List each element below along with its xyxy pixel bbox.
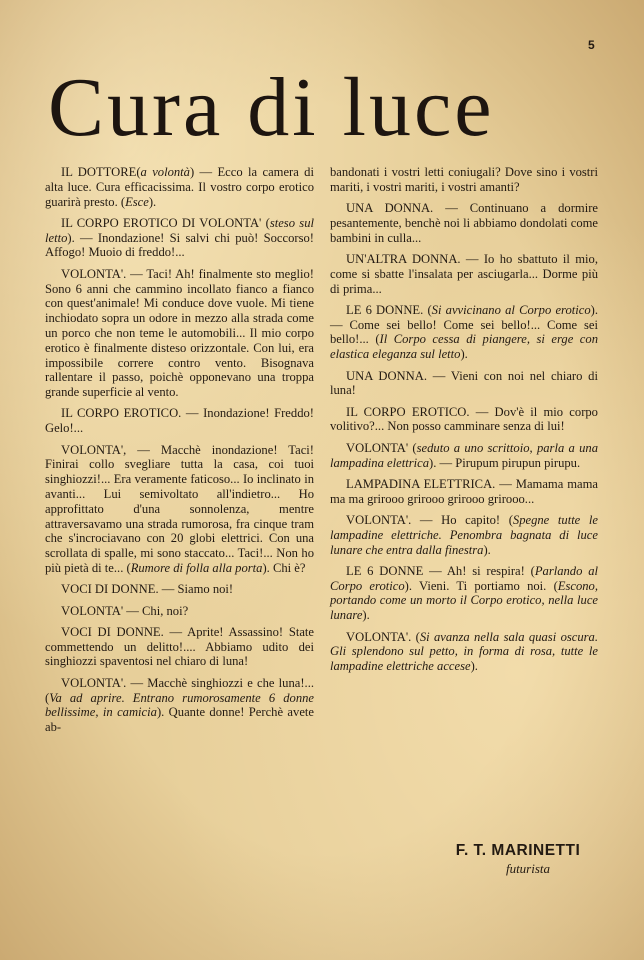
dialogue-text: ). xyxy=(470,659,478,674)
speaker-name: LE 6 DONNE xyxy=(346,563,424,578)
speaker-name: UNA DONNA. xyxy=(346,368,427,383)
speaker-name: IL CORPO EROTICO. xyxy=(346,404,470,419)
dialogue-paragraph xyxy=(330,201,598,245)
dialogue-text: ). — Come sei bello! Come sei bello!... Come sei bello!... ( xyxy=(330,302,599,347)
dialogue-paragraph xyxy=(45,676,314,735)
author-name: F. T. MARINETTI xyxy=(455,842,581,859)
speaker-name: VOCI DI DONNE. xyxy=(61,624,164,639)
speaker-name: UN'ALTRA DONNA. xyxy=(346,251,461,266)
stage-direction: Esce xyxy=(125,194,149,209)
stage-direction: Escono, portando come un morto il Corpo erotico, nella luce lunare xyxy=(330,578,598,623)
right-column xyxy=(330,165,598,680)
page-number: 5 xyxy=(588,38,595,52)
speaker-name: VOLONTA'. xyxy=(346,512,412,527)
signature xyxy=(437,842,599,877)
speaker-name: VOLONTA' xyxy=(346,440,409,455)
speaker-name: LAMPADINA ELETTRICA. xyxy=(346,476,496,491)
dialogue-text: — Taci! Ah! finalmente sto meglio! Sono 6 anni che cammino incollato fianco a fianco con quest'animale! Mi conduce dove vuole. Mi tiene inchiodato sopra un odore in mezzo alla strada come un porco che non teme le automobili... Il mio corpo erotico è finalmente disteso orizzontale. Con lui, era impossibile correre contro vento. Bisognava rallentare il passo, poichè opponevano una troppa grande superficie al vento. xyxy=(45,266,314,400)
speaker-name: VOLONTA'. xyxy=(346,629,412,644)
dialogue-text: — Aprite! Assassino! State commettendo un delitto!.... Abbiamo udito dei singhiozzi spaventosi nel chiaro di luna! xyxy=(45,624,315,669)
dialogue-text: — Vieni con noi nel chiaro di luna! xyxy=(330,368,598,398)
speaker-name: VOLONTA'. xyxy=(61,266,127,281)
speaker-name: IL CORPO EROTICO DI VOLONTA' xyxy=(61,215,262,230)
dialogue-text: — Macchè inondazione! Taci! Finirai collo svegliare tutta la casa, coi tuoi singhiozzi!... Era veramente faticoso... Io inclinato in avanti... Lui semivoltato all'indietro... Ho approfittato d'una sonnolenza, mentre attraversavamo una strada rumorosa, fra cinque tram che s'incrociavano con 20 globi elettrici. Con una scrollata di spalle, mi sono staccato... Taci!... Non ho più pietà di te... ( xyxy=(45,442,314,575)
speaker-name: VOLONTA'. xyxy=(61,675,127,690)
stage-direction: Parlando al Corpo erotico xyxy=(330,563,598,593)
dialogue-text: ( xyxy=(136,165,141,179)
author-role: futurista xyxy=(505,861,551,876)
dialogue-paragraph xyxy=(330,564,598,623)
dialogue-paragraph xyxy=(330,303,598,362)
dialogue-paragraph xyxy=(45,604,314,619)
dialogue-text: ). Chi è? xyxy=(262,560,306,575)
dialogue-text: — Ho capito! ( xyxy=(411,512,513,527)
dialogue-text: ) — Ecco la camera di alta luce. Cura efficacissima. Il vostro corpo erotico guarirà presto. ( xyxy=(45,165,314,209)
dialogue-text: — Io ho sbattuto il mio, come si sbatte l'insalata per asciugarla... Dorme più di prima... xyxy=(330,251,598,296)
speaker-name: LE 6 DONNE. xyxy=(346,302,424,317)
dialogue-paragraph xyxy=(330,252,598,296)
dialogue-paragraph xyxy=(330,441,598,471)
stage-direction: steso sul letto xyxy=(45,215,314,245)
dialogue-paragraph xyxy=(45,165,314,209)
dialogue-text: ( xyxy=(411,629,420,644)
dialogue-text: — Ah! si respira! ( xyxy=(423,563,535,578)
dialogue-text: — Dov'è il mio corpo volitivo?... Non posso camminare senza di lui! xyxy=(330,404,598,434)
dialogue-text: — Chi, noi? xyxy=(123,603,189,618)
dialogue-text: ). Quante donne! Perchè avete ab- xyxy=(45,705,314,735)
dialogue-text: ). — Inondazione! Si salvi chi può! Soccorso! Affogo! Muoio di freddo!... xyxy=(45,230,314,260)
dialogue-text: — Macchè singhiozzi e che luna!... ( xyxy=(45,675,314,705)
stage-direction: Spegne tutte le lampadine elettriche. Penombra bagnata di luce lunare che entra dalla finestra xyxy=(330,512,598,557)
dialogue-paragraph xyxy=(45,216,314,260)
dialogue-text: ( xyxy=(423,302,432,317)
dialogue-paragraph xyxy=(45,582,314,597)
dialogue-paragraph xyxy=(330,369,598,399)
dialogue-paragraph xyxy=(330,165,598,195)
dialogue-paragraph xyxy=(330,513,598,557)
dialogue-text: — Inondazione! Freddo! Gelo!... xyxy=(45,406,314,436)
dialogue-paragraph xyxy=(45,443,314,576)
left-column xyxy=(45,165,314,741)
dialogue-paragraph xyxy=(45,625,314,669)
dialogue-paragraph xyxy=(330,477,598,507)
dialogue-text: ( xyxy=(261,215,270,230)
dialogue-paragraph xyxy=(330,630,598,674)
speaker-name: VOLONTA' xyxy=(61,603,124,618)
dialogue-text: ). xyxy=(362,608,370,623)
stage-direction: a volontà xyxy=(140,165,190,179)
stage-direction: Rumore di folla alla porta xyxy=(130,560,263,575)
dialogue-text: ). xyxy=(483,542,491,557)
dialogue-text: — Continuano a dormire pesantemente, benchè noi li abbiamo dondolati come bambini in culla... xyxy=(330,201,598,245)
dialogue-paragraph xyxy=(330,405,598,435)
dialogue-text: — Mamama mama ma ma grirooo grirooo grirooo grirooo... xyxy=(330,476,598,506)
speaker-name: VOCI DI DONNE. xyxy=(61,582,159,597)
speaker-name: VOLONTA', xyxy=(61,442,127,457)
stage-direction: Si avanza nella sala quasi oscura. Gli splendono sul petto, in forma di rosa, tutte le lampadine elettriche accese xyxy=(330,629,598,674)
page-title: Cura di luce xyxy=(48,61,495,154)
speaker-name: IL DOTTORE xyxy=(61,165,137,179)
stage-direction: seduto a uno scrittoio, parla a una lampadina elettrica xyxy=(330,440,598,470)
stage-direction: Si avvicinano al Corpo erotico xyxy=(431,302,591,317)
dialogue-text: ). xyxy=(148,194,157,209)
dialogue-text: ( xyxy=(408,440,417,455)
speaker-name: UNA DONNA. xyxy=(346,201,434,216)
dialogue-text: — Siamo noi! xyxy=(158,582,234,597)
dialogue-text: ). Vieni. Ti portiamo noi. ( xyxy=(404,578,558,593)
stage-direction: Va ad aprire. Entrano rumorosamente 6 donne bellissime, in camicia xyxy=(45,690,314,720)
dialogue-paragraph xyxy=(45,267,314,400)
dialogue-text: ). — Pirupum pirupun pirupu. xyxy=(429,455,581,470)
speaker-name: IL CORPO EROTICO. xyxy=(61,406,182,421)
dialogue-text: bandonati i vostri letti coniugali? Dove sino i vostri mariti, i vostri mariti, i vostri amanti? xyxy=(330,165,598,194)
dialogue-text: ). xyxy=(460,347,468,362)
dialogue-paragraph xyxy=(45,406,314,436)
stage-direction: Il Corpo cessa di piangere, si erge con elastica eleganza sul letto xyxy=(330,332,598,362)
